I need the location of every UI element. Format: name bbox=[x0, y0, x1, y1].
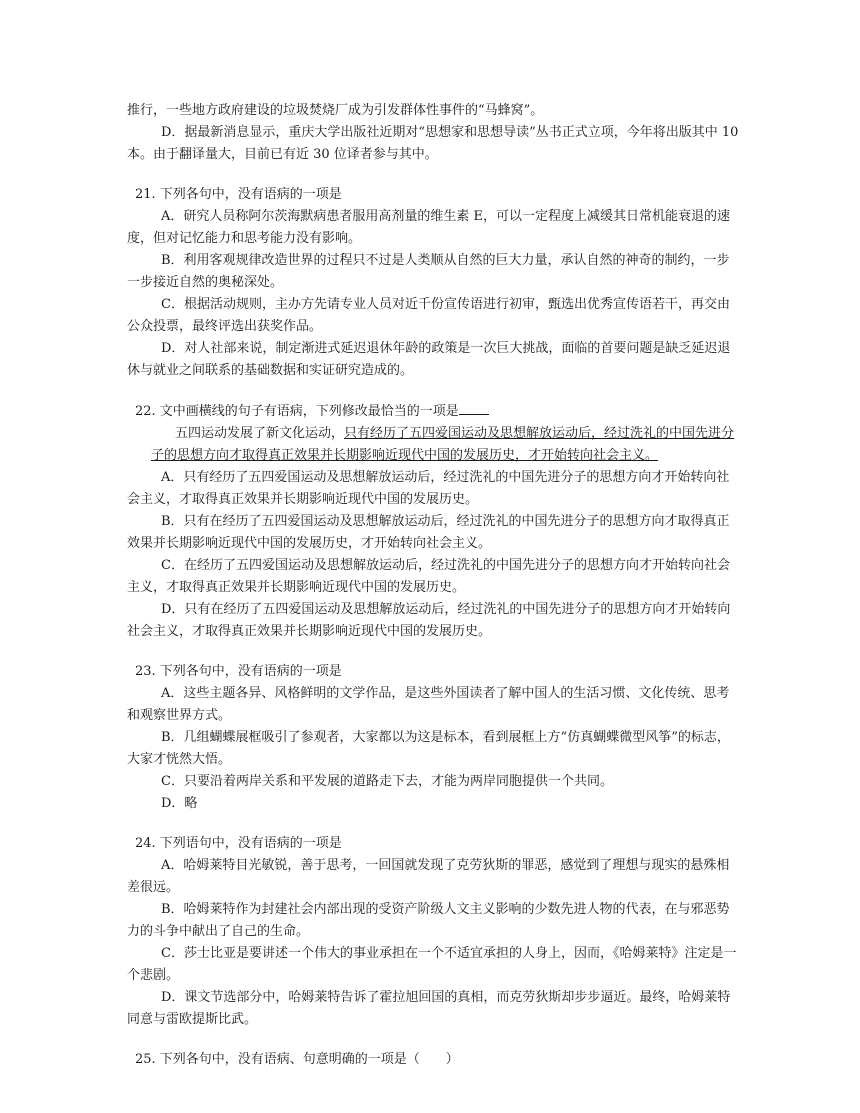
document-content bbox=[127, 100, 739, 1071]
question-21 bbox=[127, 184, 739, 382]
question-title: 25. 下列各句中，没有语病、句意明确的一项是（ ） bbox=[135, 1052, 459, 1067]
question-title: 22. 文中画横线的句子有语病，下列修改最恰当的一项是 bbox=[135, 404, 459, 419]
question-title-line bbox=[127, 400, 739, 423]
option-c: C．莎士比亚是要讲述一个伟大的事业承担在一个不适宜承担的人身上，因而，《哈姆莱特》注定是一个悲剧。 bbox=[127, 946, 737, 983]
passage bbox=[127, 423, 739, 467]
option-d: D．课文节选部分中，哈姆莱特告诉了霍拉旭回国的真相，而克劳狄斯却步步逼近。最终，哈姆莱特同意与雷欧提斯比武。 bbox=[127, 990, 731, 1027]
option-a: A．这些主题各异、风格鲜明的文学作品，是这些外国读者了解中国人的生活习惯、文化传统、思考和观察世界方式。 bbox=[127, 686, 730, 723]
passage-plain: 五四运动发展了新文化运动， bbox=[175, 426, 345, 441]
option-a: A．只有经历了五四爱国运动及思想解放运动后，经过洗礼的中国先进分子的思想方向才开始转向社会主义，才取得真正效果并长期影响近现代中国的发展历史。 bbox=[127, 470, 730, 507]
passage-underlined-sentence: 只有经历了五四爱国运动及思想解放运动后，经过洗礼的中国先进分子的思想方向才取得真正效果并长期影响近现代中国的发展历史，才开始转向社会主义。 bbox=[151, 426, 735, 463]
question-25 bbox=[127, 1049, 739, 1071]
question-22 bbox=[127, 400, 739, 643]
option-d: D．只有在经历了五四爱国运动及思想解放运动后，经过洗礼的中国先进分子的思想方向才开始转向社会主义，才取得真正效果并长期影响近现代中国的发展历史。 bbox=[127, 602, 731, 639]
option-b: B．只有在经历了五四爱国运动及思想解放运动后，经过洗礼的中国先进分子的思想方向才取得真正效果并长期影响近现代中国的发展历史，才开始转向社会主义。 bbox=[127, 514, 730, 551]
question-title: 23. 下列各句中，没有语病的一项是 bbox=[135, 664, 342, 679]
continued-line: 推行，一些地方政府建设的垃圾焚烧厂成为引发群体性事件的“马蜂窝”。 bbox=[127, 103, 544, 118]
question-title: 24. 下列语句中，没有语病的一项是 bbox=[135, 836, 342, 851]
prev-question-option-d: D．据最新消息显示，重庆大学出版社近期对“思想家和思想导读”丛书正式立项，今年将出版其中 10 本。由于翻译量大，目前已有近 30 位译者参与其中。 bbox=[127, 125, 739, 162]
option-b: B．利用客观规律改造世界的过程只不过是人类顺从自然的巨大力量，承认自然的神奇的制约，一步一步接近自然的奥秘深处。 bbox=[127, 253, 730, 290]
option-a: A．哈姆莱特目光敏锐，善于思考，一回国就发现了克劳狄斯的罪恶，感觉到了理想与现实的悬殊相差很远。 bbox=[127, 858, 730, 895]
option-b: B．哈姆莱特作为封建社会内部出现的受资产阶级人文主义影响的少数先进人物的代表，在与邪恶势力的斗争中献出了自己的生命。 bbox=[127, 902, 730, 939]
option-d: D．略 bbox=[161, 796, 198, 811]
question-24 bbox=[127, 833, 739, 1031]
question-title: 21. 下列各句中，没有语病的一项是 bbox=[135, 187, 342, 202]
answer-blank bbox=[459, 400, 489, 415]
question-23 bbox=[127, 661, 739, 815]
option-a: A．研究人员称阿尔茨海默病患者服用高剂量的维生素 E，可以一定程度上减缓其日常机能衰退的速度，但对记忆能力和思考能力没有影响。 bbox=[127, 209, 731, 246]
option-b: B．几组蝴蝶展框吸引了参观者，大家都以为这是标本，看到展框上方“仿真蝴蝶微型风筝”的标志，大家才恍然大悟。 bbox=[127, 730, 730, 767]
option-c: C．在经历了五四爱国运动及思想解放运动后，经过洗礼的中国先进分子的思想方向才开始转向社会主义，才取得真正效果并长期影响近现代中国的发展历史。 bbox=[127, 558, 730, 595]
option-c: C．根据活动规则，主办方先请专业人员对近千份宣传语进行初审，甄选出优秀宣传语若干，再交由公众投票，最终评选出获奖作品。 bbox=[127, 297, 730, 334]
option-d: D．对人社部来说，制定渐进式延迟退休年龄的政策是一次巨大挑战，面临的首要问题是缺乏延迟退休与就业之间联系的基础数据和实证研究造成的。 bbox=[127, 341, 731, 378]
option-c: C．只要沿着两岸关系和平发展的道路走下去，才能为两岸同胞提供一个共同。 bbox=[161, 774, 613, 789]
